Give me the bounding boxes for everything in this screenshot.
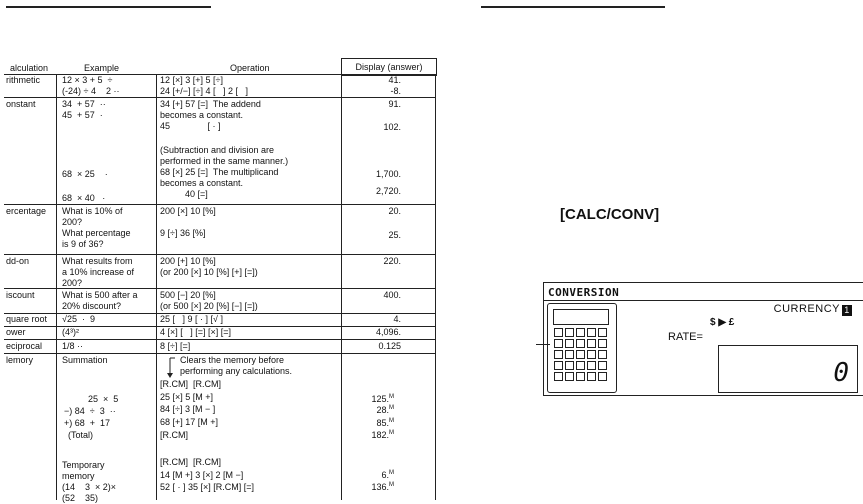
sqrt-example-1: √25 · 9: [62, 314, 95, 324]
header-display: Display (answer): [341, 58, 437, 76]
calc-conv-key-label: [CALC/CONV]: [560, 206, 660, 223]
hline-arith: [4, 97, 436, 98]
const-op-5: performed in the same manner.): [160, 156, 289, 166]
const-op-4: (Subtraction and division are: [160, 145, 275, 155]
addon-example-1: What results from: [62, 256, 133, 266]
sqrt-ans-1: 4.: [393, 314, 401, 324]
const-ans-3: 1,700.: [375, 169, 401, 179]
const-op-8: 40 [=]: [160, 189, 208, 199]
recip-ans-1: 0.125: [378, 341, 401, 351]
mem-ans-6-value: 136.: [371, 482, 389, 492]
pct-op-2: 9 [÷] 36 [%]: [160, 228, 206, 238]
pct-ans-2: 25.: [388, 230, 401, 240]
const-ans-1: 91.: [388, 99, 401, 109]
memory-indicator: M: [389, 394, 394, 400]
row-sqrt-name: quare root: [6, 314, 48, 324]
addon-ans-1: 220.: [383, 256, 401, 266]
memory-indicator: M: [389, 405, 394, 411]
memory-indicator: M: [389, 470, 394, 476]
lcd-currency-number-badge: 1: [842, 305, 852, 316]
pct-example-3: What percentage: [62, 228, 131, 238]
row-reciprocal-name: eciprocal: [6, 341, 43, 351]
pct-example-2: 200?: [62, 217, 83, 227]
recip-example-1: 1/8 ··: [62, 341, 84, 351]
mem-op-5: 84 [÷] 3 [M − ]: [160, 404, 216, 414]
row-power-name: ower: [6, 327, 26, 337]
power-example-1: (4³)²: [62, 327, 79, 337]
mem-op-1: Clears the memory before: [180, 355, 285, 365]
mem-ans-6: [334, 480, 394, 493]
mem-example-6: Temporary: [62, 460, 105, 470]
calculator-icon-screen: [553, 309, 609, 325]
lcd-value-box: [718, 345, 858, 393]
hline-recip: [4, 353, 436, 354]
lcd-rate-label: RATE=: [668, 331, 703, 343]
mem-ans-2: [334, 403, 394, 416]
conversion-lcd-screen: [543, 282, 863, 396]
pct-ans-1: 20.: [388, 206, 401, 216]
vline-1: [56, 74, 57, 500]
disc-ans-1: 400.: [383, 290, 401, 300]
mem-op-6: 68 [+] 17 [M +]: [160, 417, 219, 427]
mem-ans-2-value: 28.: [376, 405, 389, 415]
row-arithmetic-name: rithmetic: [6, 75, 41, 85]
recip-op-1: 8 [÷] [=]: [160, 341, 191, 351]
lcd-separator: [544, 300, 863, 301]
lcd-currency-label: [774, 303, 852, 316]
disc-example-2: 20% discount?: [62, 301, 122, 311]
vline-4: [435, 74, 436, 500]
header-operation: Operation: [230, 63, 270, 73]
conversion-panel: [440, 0, 863, 500]
const-ans-4: 2,720.: [375, 186, 401, 196]
const-op-6: 68 [×] 25 [=] The multiplicand: [160, 167, 279, 177]
mem-example-5: (Total): [68, 430, 94, 440]
lcd-mode-title: CONVERSION: [548, 286, 620, 299]
header-calculation: alculation: [10, 63, 49, 73]
mem-op-3: [R.CM] [R.CM]: [160, 379, 221, 389]
mem-op-8: [R.CM] [R.CM]: [160, 457, 221, 467]
const-example-1: 34 + 57 ··: [62, 99, 106, 109]
lcd-conversion-direction: $ ▶ £: [710, 317, 735, 328]
memory-clear-arrow: [164, 356, 176, 380]
calculator-icon-keypad: [554, 328, 607, 381]
pct-op-1: 200 [×] 10 [%]: [160, 206, 216, 216]
const-op-2: becomes a constant.: [160, 110, 244, 120]
disc-op-2: (or 500 [×] 20 [%] [−] [=]): [160, 301, 258, 311]
calculator-icon: [547, 303, 617, 393]
mem-op-7: [R.CM]: [160, 430, 188, 440]
const-op-3: 45 [ · ]: [160, 121, 221, 131]
disc-example-1: What is 500 after a: [62, 290, 138, 300]
vline-2: [156, 74, 157, 500]
arith-op-1: 12 [×] 3 [+] 5 [÷]: [160, 75, 223, 85]
arith-ans-1: 41.: [388, 75, 401, 85]
hline-pct: [4, 254, 436, 255]
mem-ans-4-value: 182.: [371, 430, 389, 440]
mem-example-1: Summation: [62, 355, 108, 365]
mem-ans-3-value: 85.: [376, 418, 389, 428]
mem-op-2: performing any calculations.: [180, 366, 293, 376]
const-example-2: 45 + 57 ·: [62, 110, 103, 120]
header-example: Example: [84, 63, 120, 73]
const-op-7: becomes a constant.: [160, 178, 244, 188]
row-memory-name: lemory: [6, 355, 34, 365]
arith-example-2: (-24) ÷ 4 2 ··: [62, 86, 120, 96]
addon-example-2: a 10% increase of: [62, 267, 135, 277]
mem-example-2: 25 × 5: [88, 394, 119, 404]
row-percentage-name: ercentage: [6, 206, 47, 216]
lcd-currency-text: CURRENCY: [773, 303, 840, 315]
memory-indicator: M: [389, 482, 394, 488]
top-rule-left: [6, 6, 211, 8]
mem-example-8: (14 3 × 2)×: [62, 482, 117, 492]
pct-example-4: is 9 of 36?: [62, 239, 104, 249]
calculator-icon-pointer: [536, 344, 550, 345]
power-ans-1: 4,096.: [375, 327, 401, 337]
mem-ans-1-value: 125.: [371, 394, 389, 404]
disc-op-1: 500 [−] 20 [%]: [160, 290, 216, 300]
pct-example-1: What is 10% of: [62, 206, 123, 216]
const-ans-2: 102.: [383, 122, 401, 132]
mem-example-3: −) 84 ÷ 3 ··: [64, 406, 116, 416]
row-discount-name: iscount: [6, 290, 35, 300]
mem-ans-5-value: 6.: [381, 470, 389, 480]
mem-op-10: 52 [ · ] 35 [×] [R.CM] [=]: [160, 482, 255, 492]
const-example-4: 68 × 40 ·: [62, 193, 106, 203]
mem-op-9: 14 [M +] 3 [×] 2 [M −]: [160, 470, 244, 480]
arith-ans-2: -8.: [390, 86, 401, 96]
addon-example-3: 200?: [62, 278, 83, 288]
row-constant-name: onstant: [6, 99, 36, 109]
mem-ans-4: [334, 428, 394, 441]
addon-op-1: 200 [+] 10 [%]: [160, 256, 216, 266]
mem-op-4: 25 [×] 5 [M +]: [160, 392, 214, 402]
addon-op-2: (or 200 [×] 10 [%] [+] [=]): [160, 267, 258, 277]
arith-example-1: 12 × 3 + 5 ÷: [62, 75, 113, 85]
sqrt-op-1: 25 [ ] 9 [ · ] [√ ]: [160, 314, 223, 324]
mem-example-9: (52 35): [62, 493, 99, 503]
hline-power: [4, 339, 436, 340]
mem-example-7: memory: [62, 471, 95, 481]
lcd-value: 0: [833, 358, 849, 388]
power-op-1: 4 [×] [ ] [=] [×] [=]: [160, 327, 232, 337]
arith-op-2: 24 [+/−] [÷] 4 [ ] 2 [ ]: [160, 86, 248, 96]
hline-const: [4, 204, 436, 205]
mem-example-4: +) 68 + 17: [64, 418, 111, 428]
const-op-1: 34 [+] 57 [=] The addend: [160, 99, 261, 109]
memory-indicator: M: [389, 430, 394, 436]
memory-indicator: M: [389, 418, 394, 424]
const-example-3: 68 × 25 ·: [62, 169, 108, 179]
row-addon-name: dd-on: [6, 256, 30, 266]
